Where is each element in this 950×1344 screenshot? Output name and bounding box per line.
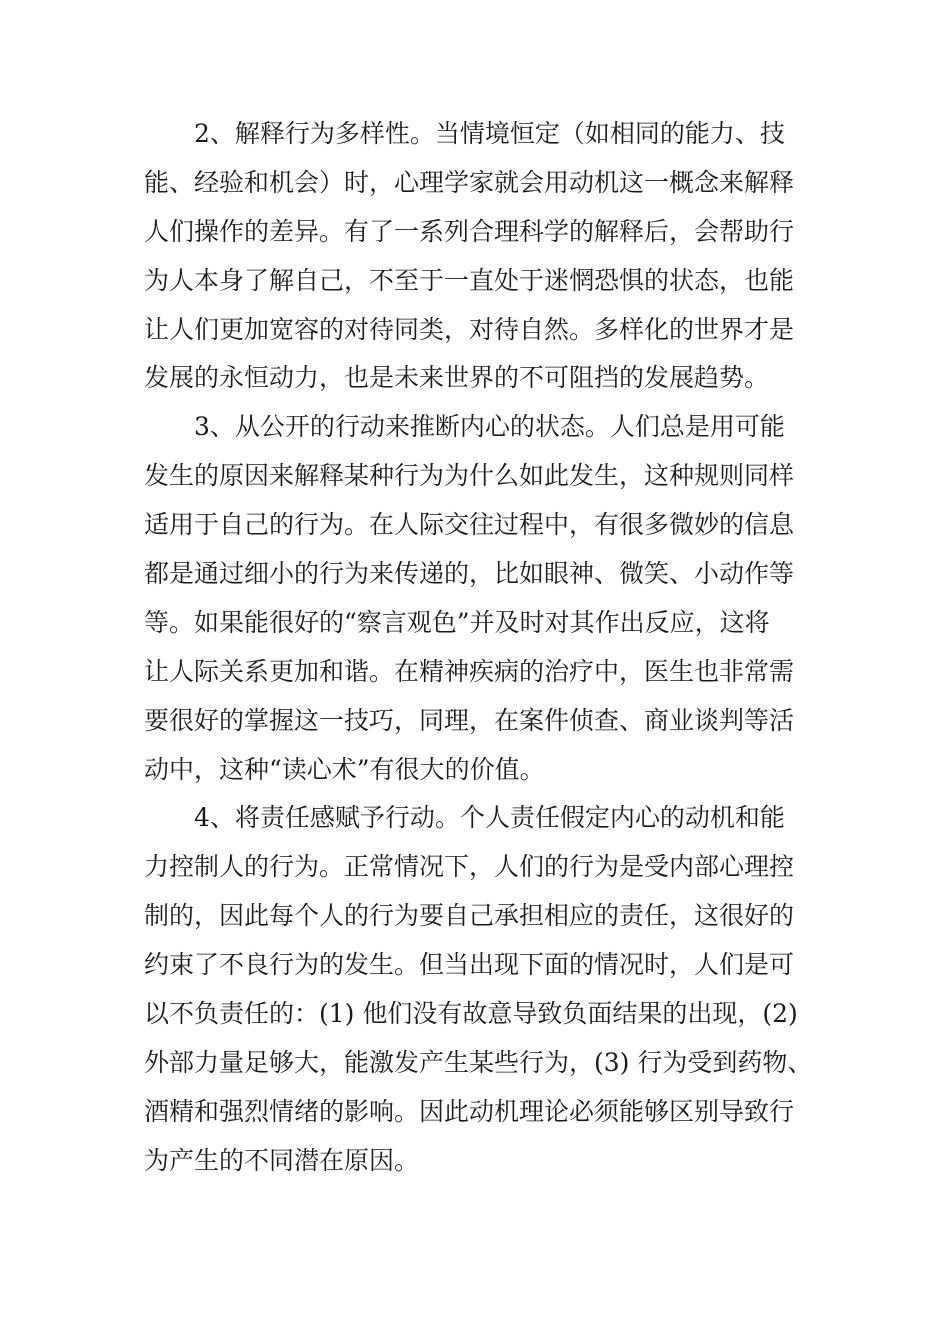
paragraph-3: [144, 403, 814, 794]
document-body: [144, 110, 814, 1186]
text-line: 动中，这种“读心术”有很大的价值。: [144, 754, 545, 784]
text-line: 力控制人的行为。正常情况下，人们的行为是受内部心理控: [144, 852, 795, 882]
text-line: 4、将责任感赋予行动。个人责任假定内心的动机和能: [194, 803, 785, 833]
text-line: 外部力量足够大，能激发产生某些行为，(3) 行为受到药物、: [144, 1047, 813, 1077]
text-line: 为产生的不同潜在原因。: [144, 1145, 420, 1175]
text-line: 人们操作的差异。有了一系列合理科学的解释后，会帮助行: [144, 216, 795, 246]
paragraph-4: [144, 794, 814, 1185]
text-line: 都是通过细小的行为来传递的，比如眼神、微笑、小动作等: [144, 559, 795, 589]
text-line: 让人际关系更加和谐。在精神疾病的治疗中，医生也非常需: [144, 656, 795, 686]
text-line: 能、经验和机会）时，心理学家就会用动机这一概念来解释: [144, 167, 795, 197]
text-line: 适用于自己的行为。在人际交往过程中，有很多微妙的信息: [144, 510, 795, 540]
text-line: 3、从公开的行动来推断内心的状态。人们总是用可能: [194, 412, 785, 442]
text-line: 发展的永恒动力，也是未来世界的不可阻挡的发展趋势。: [144, 363, 770, 393]
text-line: 让人们更加宽容的对待同类，对待自然。多样化的世界才是: [144, 314, 795, 344]
text-line: 等。如果能很好的“察言观色”并及时对其作出反应，这将: [144, 607, 770, 637]
text-line: 制的，因此每个人的行为要自己承担相应的责任，这很好的: [144, 901, 795, 931]
text-line: 约束了不良行为的发生。但当出现下面的情况时，人们是可: [144, 950, 795, 980]
text-line: 发生的原因来解释某种行为为什么如此发生，这种规则同样: [144, 461, 795, 491]
text-line: 2、解释行为多样性。当情境恒定（如相同的能力、技: [194, 119, 785, 148]
paragraph-2: [144, 110, 814, 403]
text-line: 酒精和强烈情绪的影响。因此动机理论必须能够区别导致行: [144, 1096, 795, 1126]
text-line: 以不负责任的：(1) 他们没有故意导致负面结果的出现，(2): [144, 999, 798, 1029]
text-line: 为人本身了解自己，不至于一直处于迷惘恐惧的状态，也能: [144, 265, 795, 295]
text-line: 要很好的掌握这一技巧，同理，在案件侦查、商业谈判等活: [144, 705, 795, 735]
